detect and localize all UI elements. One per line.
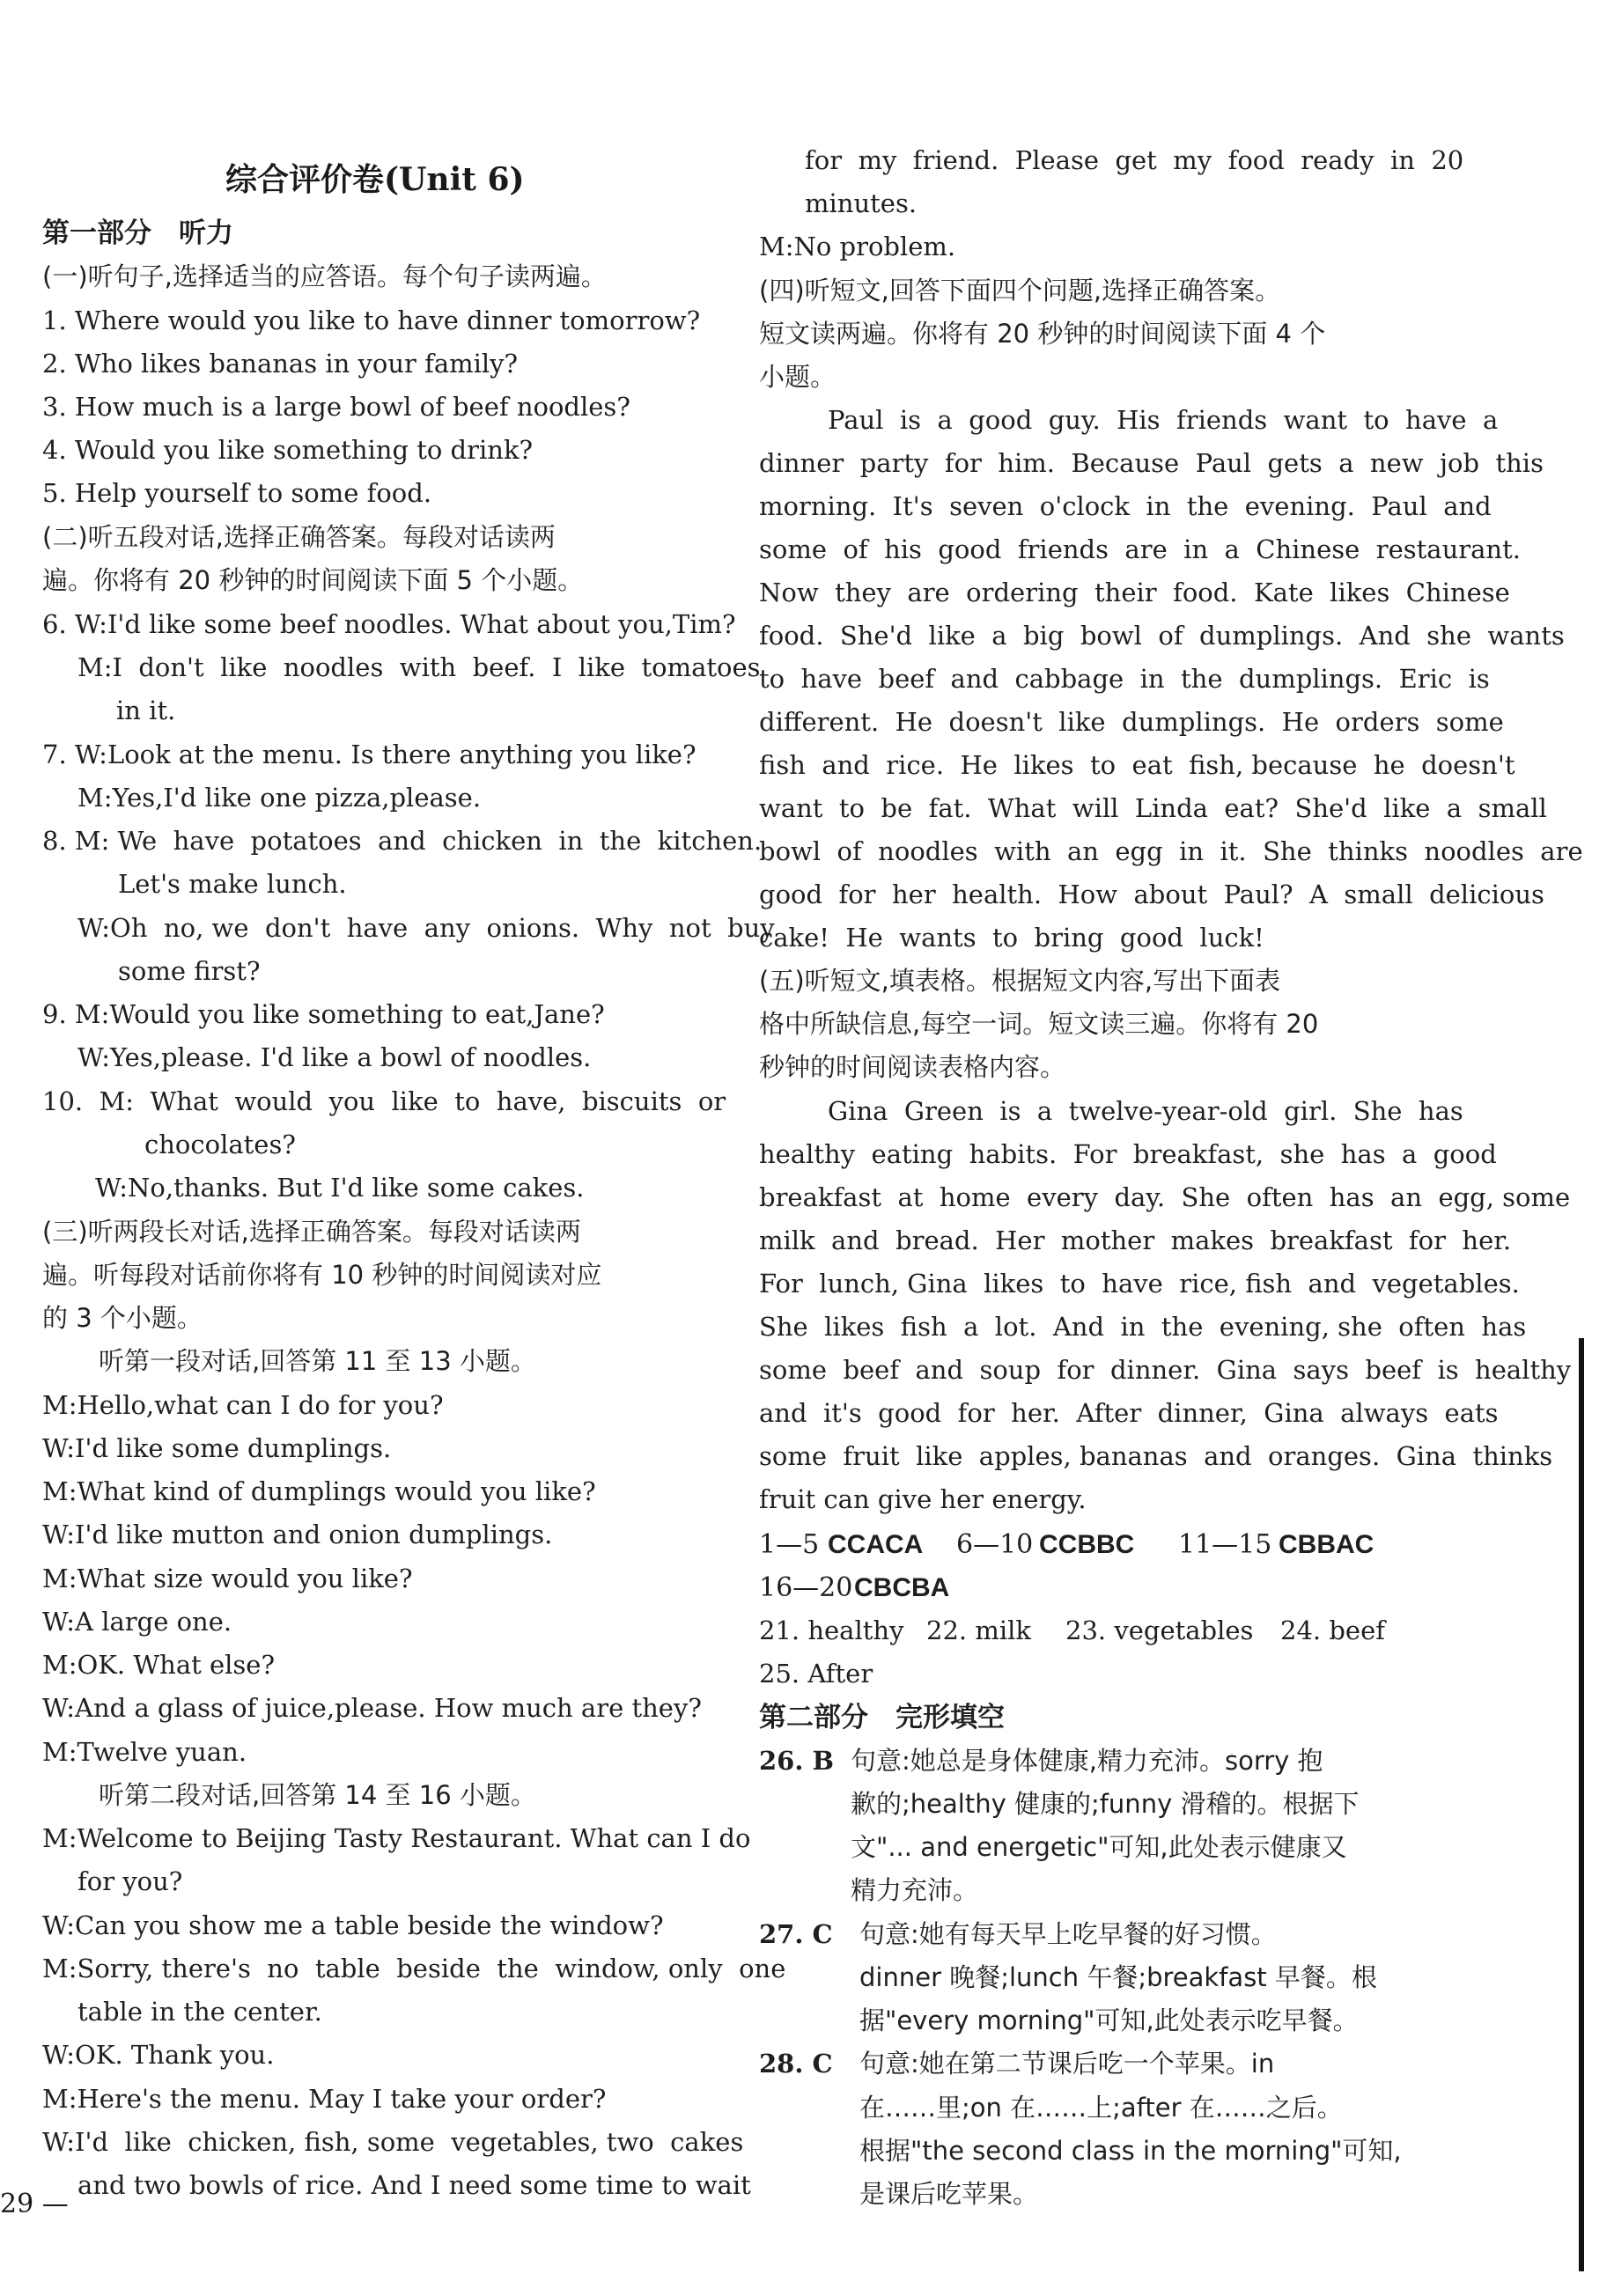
question-3: 3. How much is a large bowl of beef noodles? [42,392,630,422]
binding-edge-line [1579,1338,1584,2271]
dialog-9-line: 9. M:Would you like something to eat,Jane? [42,999,605,1029]
dialog-8-line: Let's make lunch. [118,869,347,899]
page-title: 综合评价卷(Unit 6) [225,161,525,198]
section4-heading-cont: 短文读两遍。你将有 20 秒钟的时间阅读下面 4 个 [759,319,1326,349]
conversation-2-line: for my friend. Please get my food ready in 20 [805,145,1464,175]
passage-5-line: For lunch, Gina likes to have rice, fish and vegetables. [759,1269,1520,1299]
question-27-explanation: 句意:她有每天早上吃早餐的好习惯。 [859,1919,1277,1949]
question-26-explanation: 文"... and energetic"可知,此处表示健康又 [851,1832,1347,1862]
conversation-2-line: M:Welcome to Beijing Tasty Restaurant. What can I do [42,1823,751,1853]
passage-4-line: dinner party for him. Because Paul gets a new job this [759,448,1544,478]
section3-heading: (三)听两段长对话,选择正确答案。每段对话读两 [42,1217,581,1247]
page-number: 29 — [0,2189,69,2219]
section3-heading-cont: 遍。听每段对话前你将有 10 秒钟的时间阅读对应 [42,1260,602,1290]
answer-key: CBBAC [1279,1530,1374,1559]
question-26-label: 26. B [759,1746,835,1776]
dialog-10-line: chocolates? [144,1130,296,1159]
section4-heading: (四)听短文,回答下面四个问题,选择正确答案。 [759,276,1281,305]
passage-5-line: milk and bread. Her mother makes breakfast for her. [759,1225,1512,1255]
question-28-explanation: 是课后吃苹果。 [859,2179,1039,2209]
question-5: 5. Help yourself to some food. [42,478,432,508]
passage-4-line: Now they are ordering their food. Kate likes Chinese [759,578,1510,607]
question-26-explanation: 歉的;healthy 健康的;funny 滑稽的。根据下 [851,1789,1360,1819]
section3-heading-cont: 的 3 个小题。 [42,1303,203,1333]
section5-heading-cont: 格中所缺信息,每空一词。短文读三遍。你将有 20 [759,1009,1319,1039]
question-4: 4. Would you like something to drink? [42,435,534,465]
conversation-2-line: and two bowls of rice. And I need some time to wait [77,2170,751,2200]
question-26-explanation: 精力充沛。 [851,1875,979,1905]
conversation-1-line: M:What kind of dumplings would you like? [42,1476,596,1506]
conversation-1-line: M:What size would you like? [42,1564,413,1593]
question-28-explanation: 句意:她在第二节课后吃一个苹果。in [859,2049,1275,2079]
conversation-2-line: for you? [77,1866,183,1896]
passage-4-line: some of his good friends are in a Chinese restaurant. [759,534,1521,564]
fill-answer: 21. healthy [759,1615,904,1645]
part1-heading: 第一部分 听力 [42,217,233,249]
answer-key: CCACA [828,1530,924,1559]
passage-5-line: some beef and soup for dinner. Gina says beef is healthy [759,1355,1572,1385]
section2-heading-cont: 遍。你将有 20 秒钟的时间阅读下面 5 个小题。 [42,565,584,595]
question-1: 1. Where would you like to have dinner tomorrow? [42,305,701,335]
question-28-explanation: 根据"the second class in the morning"可知, [859,2136,1402,2166]
dialog-8-line: 8. M: We have potatoes and chicken in the kitchen. [42,826,763,856]
passage-4-line: want to be fat. What will Linda eat? She'd like a small [759,793,1547,823]
dialog-10-line: W:No,thanks. But I'd like some cakes. [95,1173,585,1203]
dialog-7-line: M:Yes,I'd like one pizza,please. [77,783,482,813]
dialog-9-line: W:Yes,please. I'd like a bowl of noodles. [77,1042,592,1072]
section5-heading: (五)听短文,填表格。根据短文内容,写出下面表 [759,966,1281,996]
answer-label: 16—20 [759,1572,853,1603]
passage-5-line: Gina Green is a twelve-year-old girl. She has [828,1096,1463,1126]
section2-heading: (二)听五段对话,选择正确答案。每段对话读两 [42,522,556,552]
section4-heading-cont: 小题。 [759,362,836,392]
conversation-2-intro: 听第二段对话,回答第 14 至 16 小题。 [99,1780,536,1810]
conversation-2-line: minutes. [805,188,918,218]
dialog-6-line: 6. W:I'd like some beef noodles. What about you,Tim? [42,609,736,639]
passage-5-line: and it's good for her. After dinner, Gina always eats [759,1398,1499,1428]
passage-5-line: fruit can give her energy. [759,1484,1087,1514]
passage-4-line: different. He doesn't like dumplings. He orders some [759,707,1504,737]
question-28-explanation: 在……里;on 在……上;after 在……之后。 [859,2093,1343,2123]
question-26-explanation: 句意:她总是身体健康,精力充沛。sorry 抱 [851,1746,1323,1776]
part2-heading: 第二部分 完形填空 [759,1702,1005,1733]
passage-4-line: to have beef and cabbage in the dumplings. Eric is [759,664,1490,694]
passage-5-line: breakfast at home every day. She often has an egg, some [759,1182,1571,1212]
answer-label: 6—10 [956,1529,1034,1560]
conversation-2-line: W:OK. Thank you. [42,2040,275,2070]
passage-4-line: good for her health. How about Paul? A small delicious [759,879,1544,909]
fill-answer: 24. beef [1280,1615,1385,1645]
answer-label: 11—15 [1178,1529,1272,1560]
dialog-6-line: M:I don't like noodles with beef. I like tomatoes [77,652,761,682]
passage-4-line: morning. It's seven o'clock in the evening. Paul and [759,491,1492,521]
conversation-1-line: W:A large one. [42,1607,232,1637]
conversation-2-line: W:Can you show me a table beside the window? [42,1910,664,1940]
passage-4-line: food. She'd like a big bowl of dumplings. And she wants [759,621,1565,651]
dialog-10-line: 10. M: What would you like to have, biscuits or [42,1086,726,1116]
passage-4-line: fish and rice. He likes to eat fish, because he doesn't [759,750,1515,780]
passage-4-line: cake! He wants to bring good luck! [759,923,1264,953]
question-27-explanation: dinner 晚餐;lunch 午餐;breakfast 早餐。根 [859,1962,1377,1992]
section5-heading-cont: 秒钟的时间阅读表格内容。 [759,1052,1066,1082]
passage-5-line: some fruit like apples, bananas and oranges. Gina thinks [759,1441,1553,1471]
question-28-label: 28. C [759,2049,833,2079]
conversation-2-line: M:Sorry, there's no table beside the window, only one [42,1954,786,1983]
fill-answer: 23. vegetables [1065,1615,1254,1645]
dialog-6-line: in it. [116,695,176,725]
conversation-1-line: M:Twelve yuan. [42,1737,247,1767]
section1-heading: (一)听句子,选择适当的应答语。每个句子读两遍。 [42,261,607,291]
conversation-1-intro: 听第一段对话,回答第 11 至 13 小题。 [99,1346,536,1376]
question-2: 2. Who likes bananas in your family? [42,349,519,379]
dialog-8-line: some first? [118,956,261,986]
question-27-explanation: 据"every morning"可知,此处表示吃早餐。 [859,2005,1359,2035]
answer-label: 1—5 [759,1529,820,1560]
conversation-2-line: M:No problem. [759,232,956,261]
dialog-8-line: W:Oh no, we don't have any onions. Why not buy [77,913,775,943]
conversation-1-line: W:And a glass of juice,please. How much are they? [42,1693,702,1723]
fill-answer: 22. milk [926,1615,1031,1645]
passage-4-line: bowl of noodles with an egg in it. She thinks noodles are [759,836,1583,866]
answer-key: CCBBC [1039,1530,1135,1559]
conversation-1-line: M:OK. What else? [42,1650,276,1680]
conversation-2-line: M:Here's the menu. May I take your order? [42,2084,607,2114]
answer-key: CBCBA [854,1573,950,1602]
passage-4-line: Paul is a good guy. His friends want to have a [828,405,1499,435]
dialog-7-line: 7. W:Look at the menu. Is there anything you like? [42,740,696,769]
conversation-1-line: W:I'd like mutton and onion dumplings. [42,1520,553,1549]
conversation-1-line: M:Hello,what can I do for you? [42,1390,444,1420]
passage-5-line: healthy eating habits. For breakfast, she has a good [759,1139,1497,1169]
conversation-1-line: W:I'd like some dumplings. [42,1433,392,1463]
question-27-label: 27. C [759,1919,833,1949]
conversation-2-line: table in the center. [77,1997,322,2027]
fill-answer: 25. After [759,1659,873,1689]
passage-5-line: She likes fish a lot. And in the evening, she often has [759,1312,1527,1342]
conversation-2-line: W:I'd like chicken, fish, some vegetables, two cakes [42,2127,744,2157]
